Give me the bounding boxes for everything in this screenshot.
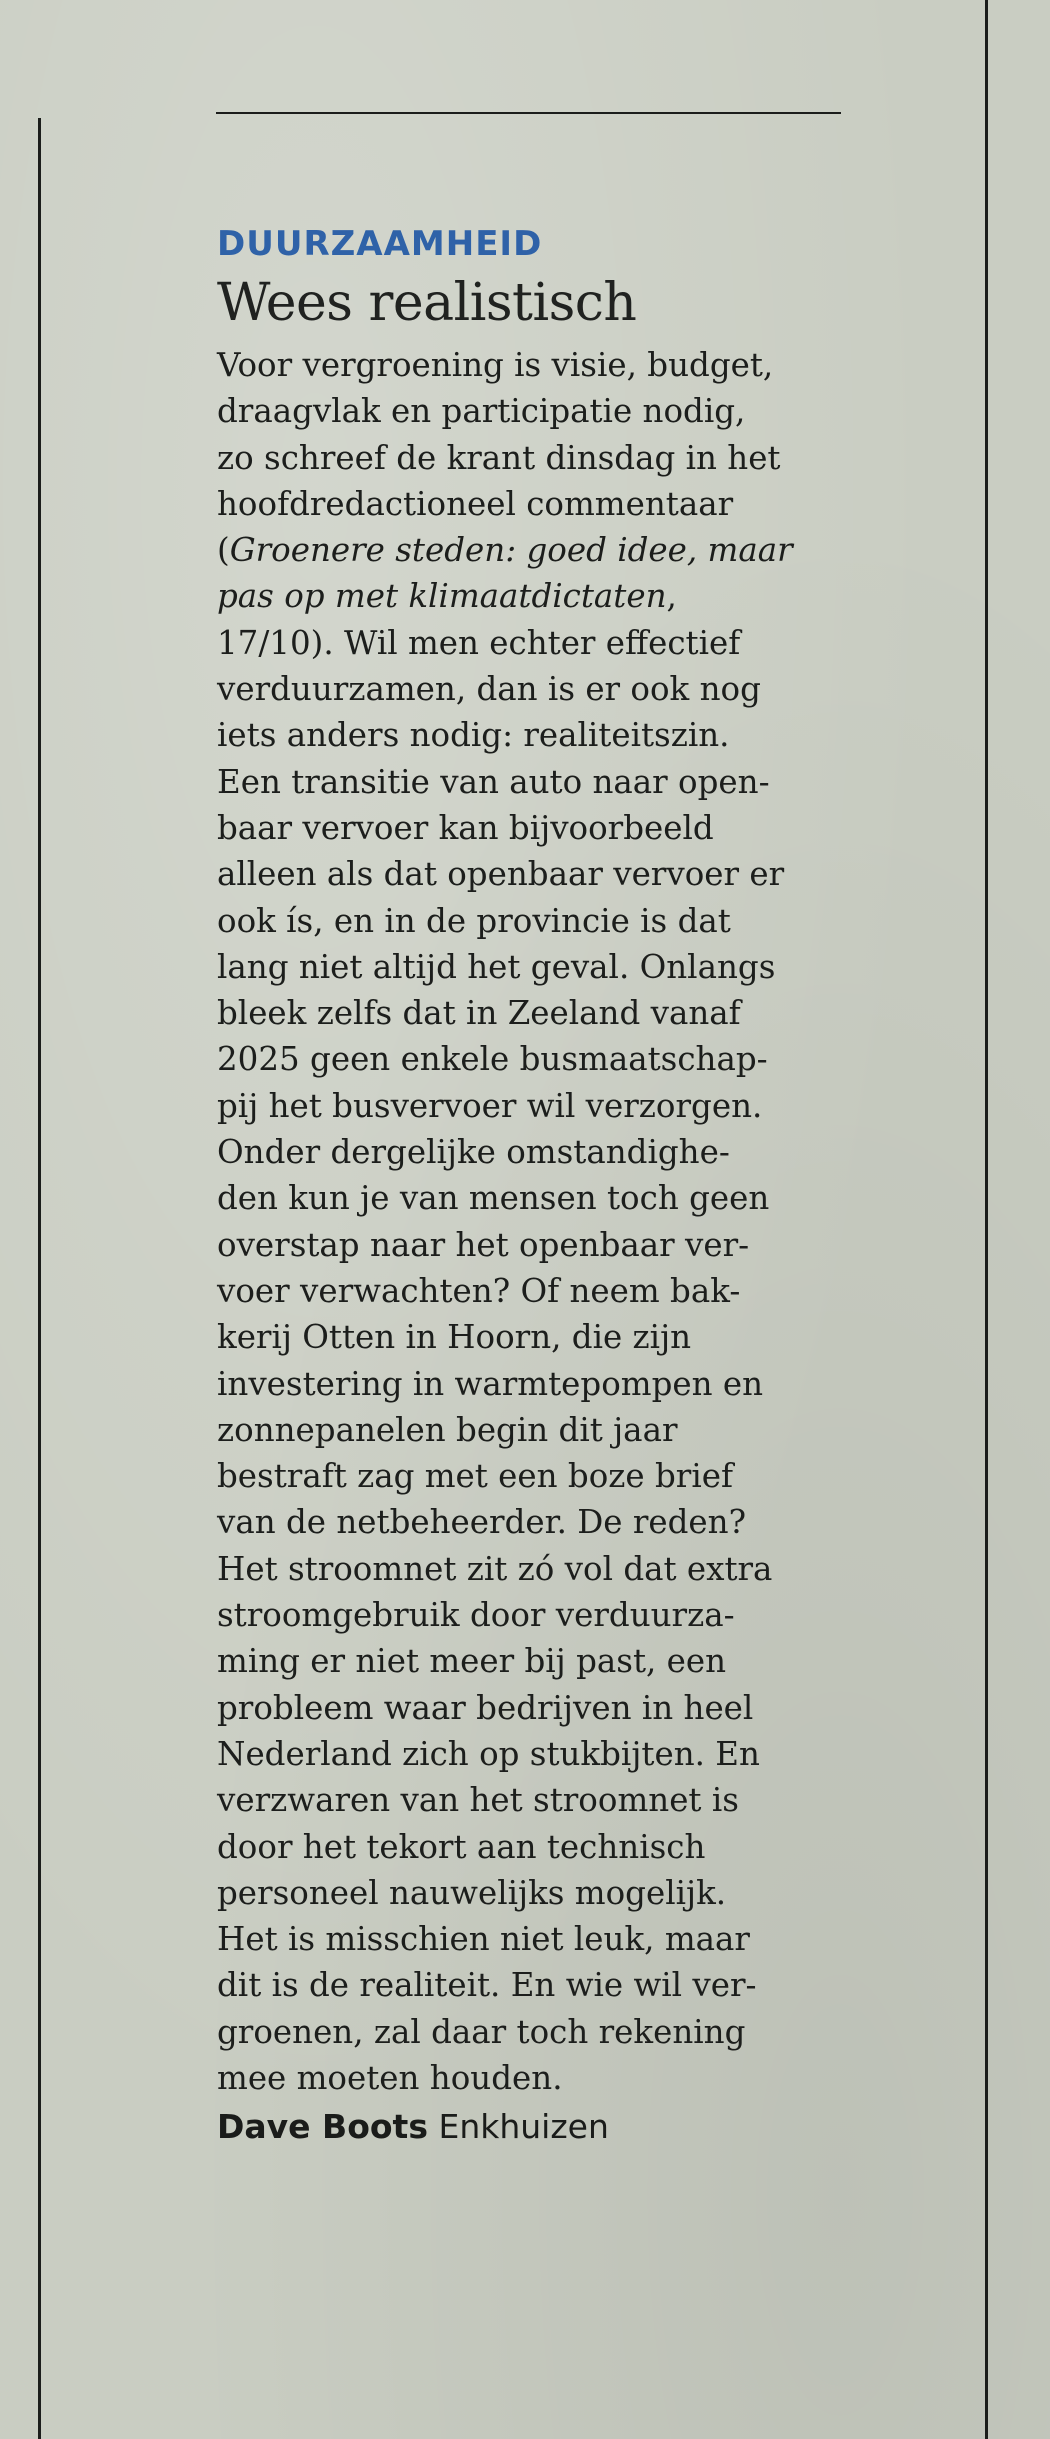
body-line: baar vervoer kan bijvoorbeeld [217,808,714,847]
open-paren: ( [217,531,230,570]
author-place: Enkhuizen [438,2107,609,2147]
body-line [217,573,857,619]
body-line: kerij Otten in Hoorn, die zijn [217,1318,692,1357]
body-line: pij het busvervoer wil verzorgen. [217,1086,763,1125]
body-line: hoofdredactioneel commentaar [217,484,734,523]
body-line: verduurzamen, dan is er ook nog [217,670,761,709]
section-label: DUURZAAMHEID [217,224,543,264]
body-line: draagvlak en participatie nodig, [217,392,746,431]
body-line: voer verwachten? Of neem bak- [217,1271,741,1310]
body-line: Voor vergroening is visie, budget, [217,346,774,384]
body-line: Onder dergelijke omstandighe- [217,1133,730,1172]
body-line: 2025 geen enkele busmaatschap- [217,1040,768,1079]
body-line [217,527,857,573]
body-line: den kun je van mensen toch geen [217,1179,770,1218]
body-line: Nederland zich op stukbijten. En [217,1734,760,1773]
body-line: Het stroomnet zit zó vol dat extra [217,1549,773,1588]
body-line: overstap naar het openbaar ver- [217,1225,750,1264]
body-line: investering in warmtepompen en [217,1364,764,1403]
body-line: Het is misschien niet leuk, maar [217,1920,750,1959]
author-name: Dave Boots [217,2107,428,2147]
body-line: probleem waar bedrijven in heel [217,1688,754,1727]
body-line: dit is de realiteit. En wie wil ver- [217,1966,757,2005]
body-line: alleen als dat openbaar vervoer er [217,855,785,894]
body-line: door het tekort aan technisch [217,1827,706,1866]
body-line: zonnepanelen begin dit jaar [217,1410,678,1449]
body-line: groenen, zal daar toch rekening [217,2012,746,2051]
body-line: personeel nauwelijks mogelijk. [217,1873,727,1912]
body-line: bleek zelfs dat in Zeeland vanaf [217,994,741,1033]
body-line: bestraft zag met een boze brief [217,1457,733,1496]
headline: Wees realistisch [217,273,637,333]
body-line: ming er niet meer bij past, een [217,1642,727,1681]
letter-to-editor [217,220,857,2149]
body-line: verzwaren van het stroomnet is [217,1781,739,1820]
body-line: iets anders nodig: realiteitszin. [217,716,730,755]
body-line: mee moeten houden. [217,2058,563,2097]
body-line: 17/10). Wil men echter effectief [217,623,741,662]
author-signature [217,2105,857,2149]
column-divider-left [38,118,41,2439]
body-line: stroomgebruik door verduurza- [217,1596,735,1635]
body-line: van de netbeheerder. De reden? [217,1503,747,1542]
body-line: lang niet altijd het geval. Onlangs [217,947,776,986]
top-rule [216,112,841,114]
body-line: zo schreef de krant dinsdag in het [217,438,781,477]
body-line: ook ís, en in de provincie is dat [217,901,731,940]
letter-body [217,342,857,2101]
cited-title-part-1: Groenere steden: goed idee, maar [229,531,793,570]
comma: , [666,577,677,616]
cited-title-part-2: pas op met klimaatdictaten [217,577,667,616]
body-line: Een transitie van auto naar open- [217,762,770,801]
column-divider-right [985,0,988,2439]
